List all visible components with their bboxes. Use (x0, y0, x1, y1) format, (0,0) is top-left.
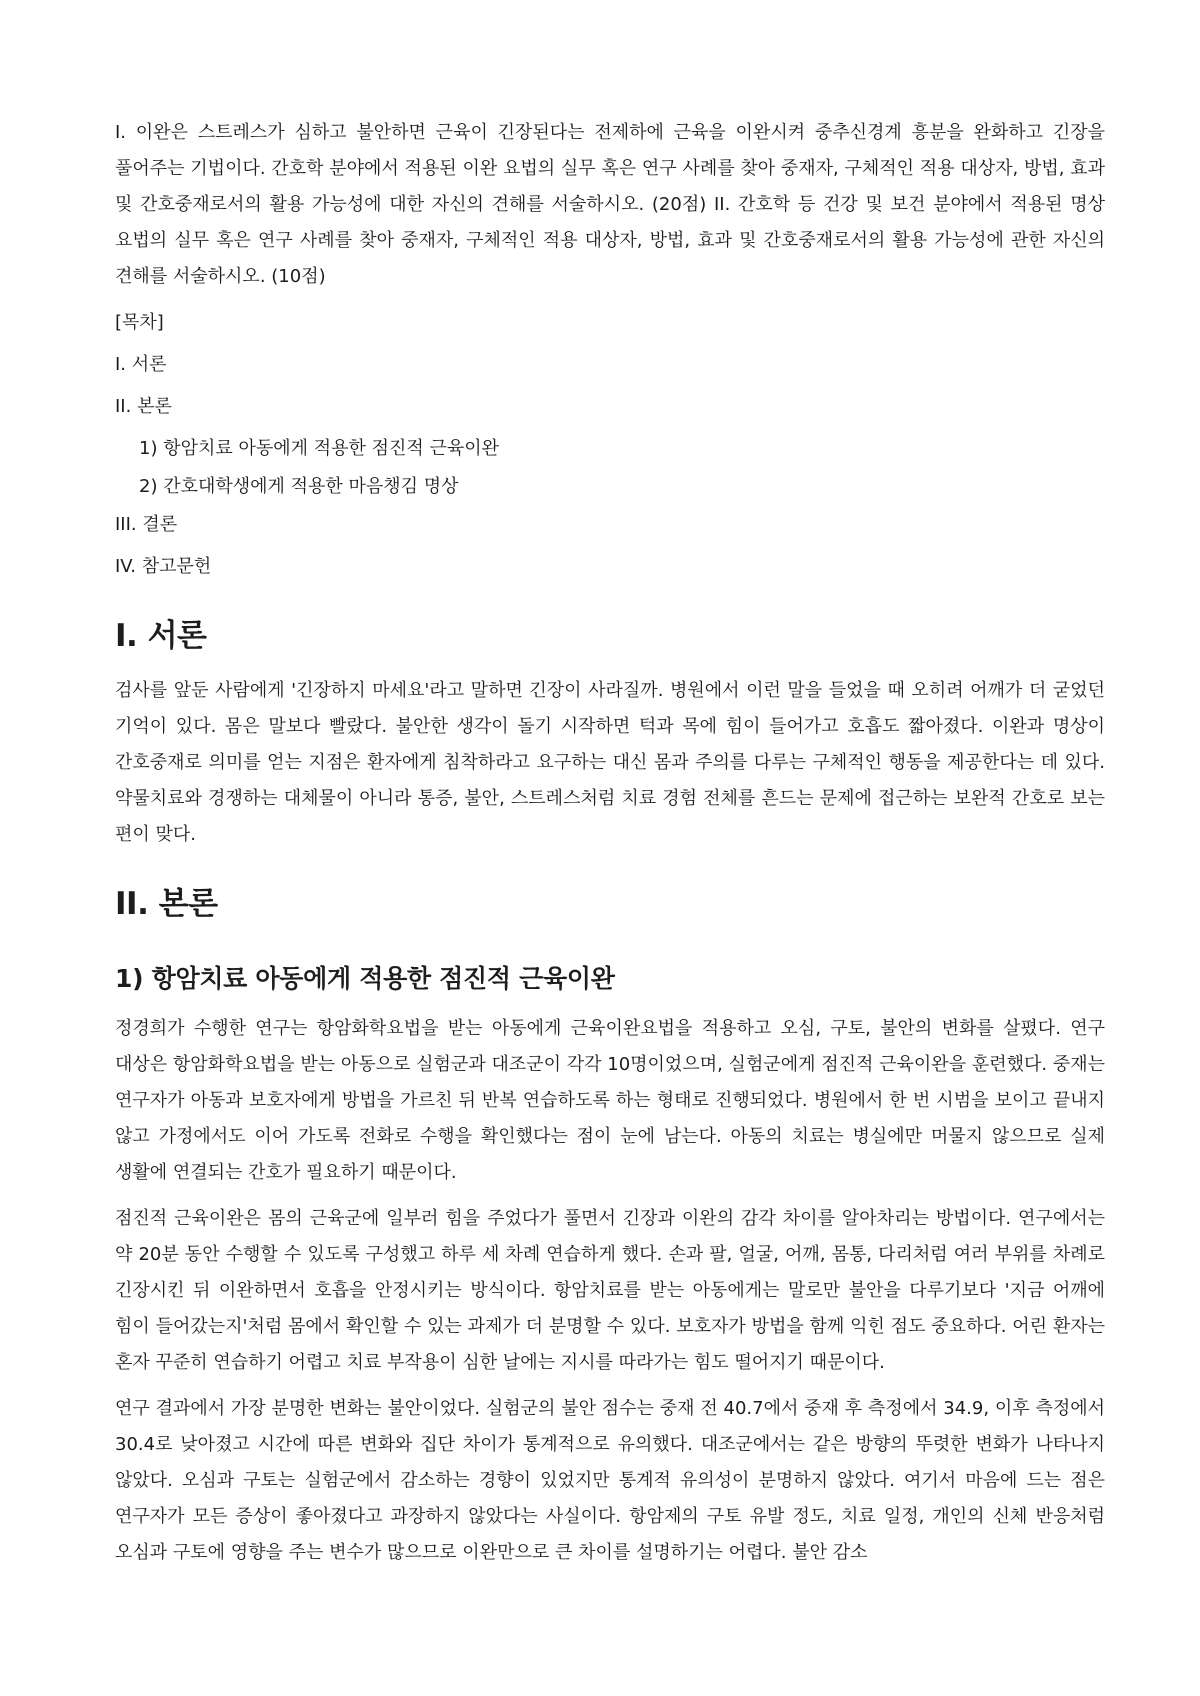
body-paragraph: 정경희가 수행한 연구는 항암화학요법을 받는 아동에게 근육이완요법을 적용하고 오심, 구토, 불안의 변화를 살폈다. 연구 대상은 항암화학요법을 받는 아동으로 실험군과 대조군이 각각 10명이었으며, 실험군에게 점진적 근육이완을 훈련했다. 중재는 연구자가 아동과 보호자에게 방법을 가르친 뒤 반복 연습하도록 하는 형태로 진행되었다. 병원에서 한 번 시범을 보이고 끝내지 않고 가정에서도 이어 가도록 전화로 수행을 확인했다는 점이 눈에 남는다. 아동의 치료는 병실에만 머물지 않으므로 실제 생활에 연결되는 간호가 필요하기 때문이다. (115, 1018, 1105, 1183)
toc-heading: [목차] (115, 312, 164, 333)
table-of-contents (115, 347, 1105, 585)
toc-item-body-2: 2) 간호대학생에게 적용한 마음챙김 명상 (139, 476, 459, 497)
section-heading-intro: I. 서론 (115, 618, 207, 654)
toc-item-body-1: 1) 항암치료 아동에게 적용한 점진적 근육이완 (139, 438, 500, 459)
assignment-question: I. 이완은 스트레스가 심하고 불안하면 근육이 긴장된다는 전제하에 근육을 이완시켜 중추신경계 흥분을 완화하고 긴장을 풀어주는 기법이다. 간호학 분야에서 적용된 이완 요법의 실무 혹은 연구 사례를 찾아 중재자, 구체적인 적용 대상자, 방법, 효과 및 간호중재로서의 활용 가능성에 대한 자신의 견해를 서술하시오. (20점) II. 간호학 등 건강 및 보건 분야에서 적용된 명상 요법의 실무 혹은 연구 사례를 찾아 중재자, 구체적인 적용 대상자, 방법, 효과 및 간호중재로서의 활용 가능성에 관한 자신의 견해를 서술하시오. (10점) (115, 122, 1105, 287)
toc-item-body: II. 본론 (115, 396, 172, 417)
toc-item-intro: I. 서론 (115, 354, 167, 375)
intro-paragraph: 검사를 앞둔 사람에게 '긴장하지 마세요'라고 말하면 긴장이 사라질까. 병원에서 이런 말을 들었을 때 오히려 어깨가 더 굳었던 기억이 있다. 몸은 말보다 빨랐다. 불안한 생각이 돌기 시작하면 턱과 목에 힘이 들어가고 호흡도 짧아졌다. 이완과 명상이 간호중재로 의미를 얻는 지점은 환자에게 침착하라고 요구하는 대신 몸과 주의를 다루는 구체적인 행동을 제공한다는 데 있다. 약물치료와 경쟁하는 대체물이 아니라 통증, 불안, 스트레스처럼 치료 경험 전체를 흔드는 문제에 접근하는 보완적 간호로 보는 편이 맞다. (115, 680, 1105, 845)
toc-item-conclusion: III. 결론 (115, 514, 178, 535)
body-paragraph: 점진적 근육이완은 몸의 근육군에 일부러 힘을 주었다가 풀면서 긴장과 이완의 감각 차이를 알아차리는 방법이다. 연구에서는 약 20분 동안 수행할 수 있도록 구성했고 하루 세 차례 연습하게 했다. 손과 팔, 얼굴, 어깨, 몸통, 다리처럼 여러 부위를 차례로 긴장시킨 뒤 이완하면서 호흡을 안정시키는 방식이다. 항암치료를 받는 아동에게는 말로만 불안을 다루기보다 '지금 어깨에 힘이 들어갔는지'처럼 몸에서 확인할 수 있는 과제가 더 분명할 수 있다. 보호자가 방법을 함께 익힌 점도 중요하다. 어린 환자는 혼자 꾸준히 연습하기 어렵고 치료 부작용이 심한 날에는 지시를 따라가는 힘도 떨어지기 때문이다. (115, 1208, 1105, 1373)
body-paragraph: 연구 결과에서 가장 분명한 변화는 불안이었다. 실험군의 불안 점수는 중재 전 40.7에서 중재 후 측정에서 34.9, 이후 측정에서 30.4로 낮아졌고 시간에 따른 변화와 집단 차이가 통계적으로 유의했다. 대조군에서는 같은 방향의 뚜렷한 변화가 나타나지 않았다. 오심과 구토는 실험군에서 감소하는 경향이 있었지만 통계적 유의성이 분명하지 않았다. 여기서 마음에 드는 점은 연구자가 모든 증상이 좋아졌다고 과장하지 않았다는 사실이다. 항암제의 구토 유발 정도, 치료 일정, 개인의 신체 반응처럼 오심과 구토에 영향을 주는 변수가 많으므로 이완만으로 큰 차이를 설명하기는 어렵다. 불안 감소 (115, 1398, 1105, 1563)
subsection-heading-1: 1) 항암치료 아동에게 적용한 점진적 근육이완 (115, 964, 615, 993)
section-heading-body: II. 본론 (115, 886, 218, 922)
toc-item-references: IV. 참고문헌 (115, 556, 212, 577)
